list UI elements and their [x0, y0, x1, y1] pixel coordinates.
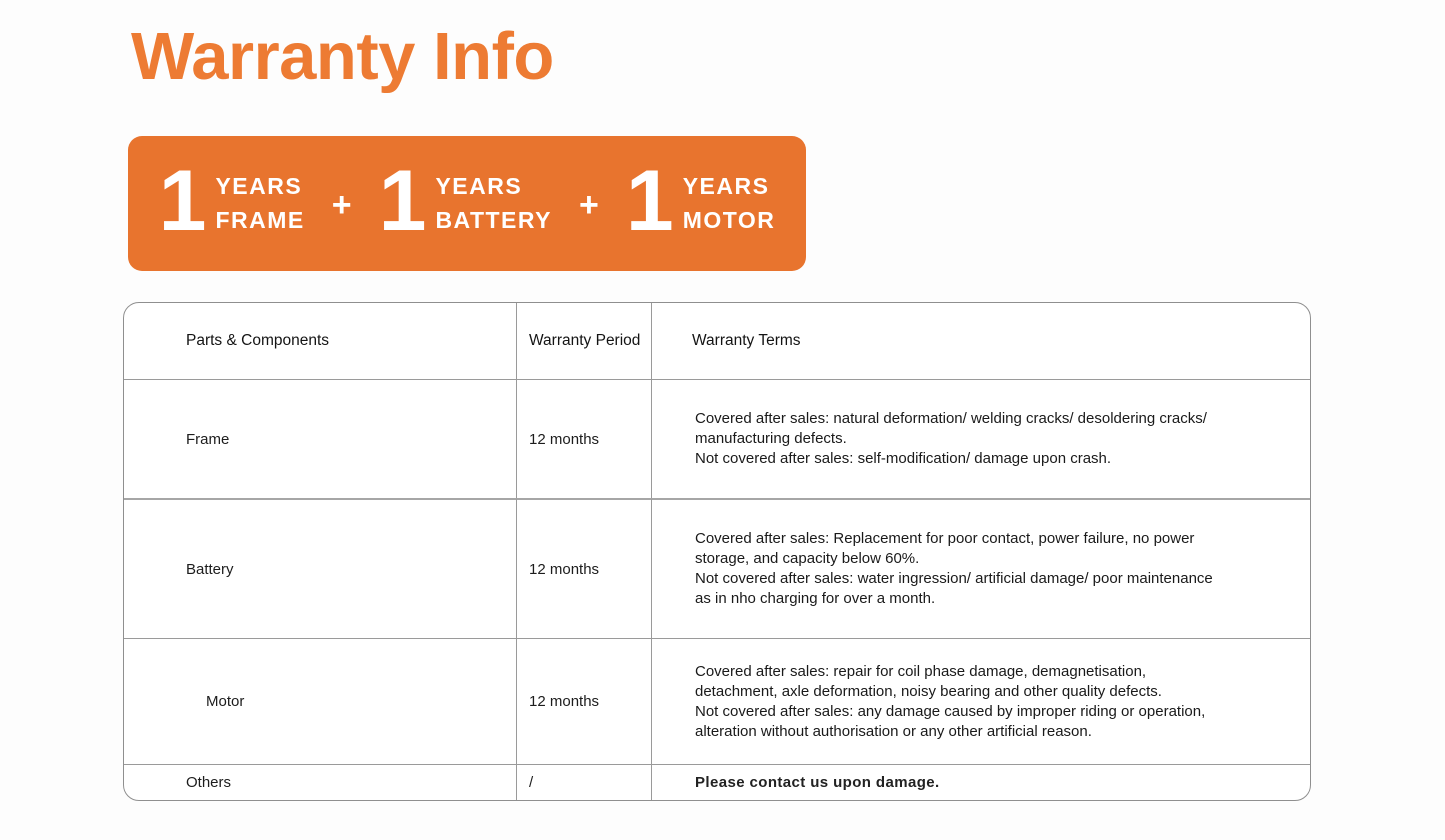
battery-years-word: YEARS [435, 173, 523, 200]
table-row-motor-period: 12 months [516, 638, 651, 764]
frame-years-label [215, 170, 304, 237]
banner-unit-frame [158, 152, 305, 249]
motor-part-word: MOTOR [682, 206, 776, 233]
battery-part-word: BATTERY [435, 206, 552, 233]
motor-not-covered-terms: Not covered after sales: any damage caused by improper riding or operation, alteration without authorisation or any other artificial reason. [695, 702, 1206, 740]
motor-covered-terms: Covered after sales: repair for coil phase damage, demagnetisation, detachment, axle deformation, noisy bearing and other quality defects. [695, 662, 1162, 700]
header-parts-components: Parts & Components [186, 332, 330, 349]
table-row-others-period: / [516, 764, 651, 800]
header-warranty-terms: Warranty Terms [651, 303, 1310, 379]
table-row-motor-terms [651, 638, 1310, 764]
frame-years-word: YEARS [215, 173, 303, 200]
frame-covered-terms: Covered after sales: natural deformation/ welding cracks/ desoldering cracks/ manufacturing defects. [695, 410, 1207, 447]
banner-unit-motor [625, 152, 776, 249]
header-warranty-period: Warranty Period [516, 303, 651, 379]
frame-part-word: FRAME [215, 206, 305, 233]
motor-years-number: 1 [625, 152, 674, 249]
table-row-frame-period: 12 months [516, 379, 651, 498]
battery-years-label [435, 170, 552, 237]
table-row-motor-part: Motor [124, 638, 516, 764]
others-contact-note: Please contact us upon damage. [695, 773, 940, 791]
motor-years-label [683, 170, 776, 237]
battery-years-number: 1 [378, 152, 427, 249]
table-row-others-terms [651, 764, 1310, 800]
table-row-frame-part: Frame [124, 379, 516, 498]
frame-not-covered-terms: Not covered after sales: self-modification/ damage upon crash. [695, 450, 1112, 467]
motor-years-word: YEARS [682, 173, 770, 200]
table-row-frame-terms [651, 379, 1310, 498]
banner-unit-battery [378, 152, 552, 249]
battery-covered-terms: Covered after sales: Replacement for poor contact, power failure, no power storage, and capacity below 60%. [695, 530, 1195, 567]
table-row-battery-part: Battery [124, 498, 516, 638]
table-row-others-part: Others [124, 764, 516, 800]
warranty-table [123, 302, 1311, 801]
battery-not-covered-terms: Not covered after sales: water ingression/ artificial damage/ poor maintenance as in nho charging for over a month. [695, 570, 1213, 607]
plus-separator: + [331, 186, 352, 224]
table-row-battery-period: 12 months [516, 498, 651, 638]
page-title: Warranty Info [131, 19, 554, 94]
table-row-battery-terms [651, 498, 1310, 638]
warranty-summary-banner [128, 136, 806, 271]
plus-separator: + [579, 186, 599, 224]
frame-years-number: 1 [158, 152, 207, 249]
